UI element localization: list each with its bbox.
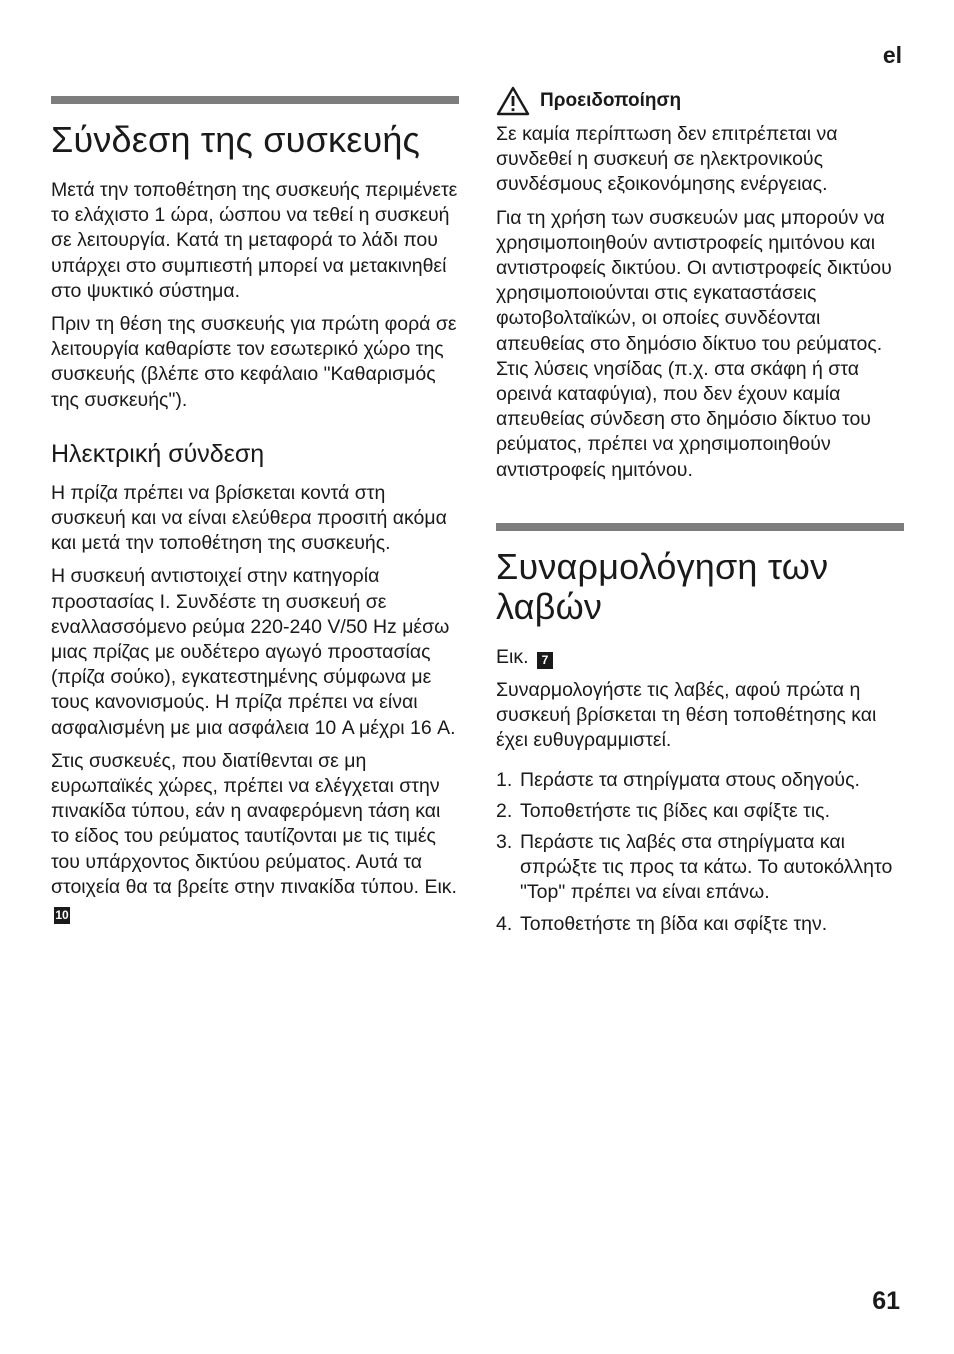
paragraph: Η συσκευή αντιστοιχεί στην κατηγορία προστασίας I. Συνδέστε τη συσκευή σε εναλλασσόμενο ρεύμα 220-240 V/50 Hz μέσω μιας πρίζας με ουδέτερο αγωγό προστασίας (πρίζα σούκο), εγκατεστημένης σύμφωνα με τους κανονισμούς. Η πρίζα πρέπει να είναι ασφαλισμένη με μια ασφάλεια 10 A μέχρι 16 A.: [51, 565, 456, 739]
language-code: el: [882, 42, 902, 68]
step-number: 1.: [496, 768, 513, 791]
step-number: 3.: [496, 831, 513, 854]
paragraph: Πριν τη θέση της συσκευής για πρώτη φορά σε λειτουργία καθαρίστε τον εσωτερικό χώρο της συσκευής (βλέπε στο κεφάλαιο "Καθαρισμός της συσκευής").: [51, 313, 457, 411]
list-item: [496, 830, 904, 906]
figure-reference: 10: [55, 908, 69, 923]
paragraph-text: Στις συσκευές, που διατίθενται σε μη ευρωπαϊκές χώρες, πρέπει να ελέγχεται στην πινακίδα τύπου, εάν η αναφερόμενη τάση και το είδος του ρεύματος ταυτίζονται με τις τιμές του υπάρχοντος δικτύου ρεύματος. Αυτά τα στοιχεία θα τα βρείτε στην πινακίδα τύπου. Εικ.: [51, 749, 457, 898]
figure-label: Εικ.: [496, 645, 529, 668]
paragraph: Μετά την τοποθέτηση της συσκευής περιμένετε το ελάχιστο 1 ώρα, ώσπου να τεθεί η συσκευή σε λειτουργία. Κατά τη μεταφορά το λάδι που υπάρχει στο συμπιεστή μπορεί να μετακινηθεί στο ψυκτικό σύστημα.: [51, 179, 458, 302]
step-number: 4.: [496, 912, 513, 935]
warning-paragraph: Για τη χρήση των συσκευών μας μπορούν να χρησιμοποιηθούν αντιστροφείς ημιτόνου και αντιστροφείς δικτύου. Οι αντιστροφείς δικτύου χρησιμοποιούνται στις εγκαταστάσεις φωτοβολταϊκών, οι οποίες συνδέονται απευθείας στο δημόσιο δίκτυο του ρεύματος. Στις λύσεις νησίδας (π.χ. στα σκάφη ή στα ορεινά καταφύγια), που δεν έχουν καμία απευθείας σύνδεση στο δημόσιο δίκτυο του ρεύματος, πρέπει να χρησιμοποιηθούν αντιστροφείς ημιτόνου.: [496, 206, 892, 481]
list-item: [496, 912, 904, 937]
section-rule: [51, 96, 459, 104]
section-rule: [496, 523, 904, 531]
step-text: Τοποθετήστε τη βίδα και σφίξτε την.: [520, 912, 828, 935]
step-text: Περάστε τις λαβές στα στηρίγματα και σπρώξτε τις προς τα κάτω. Το αυτοκόλλητο "Top" πρέπει να είναι επάνω.: [520, 831, 893, 904]
step-text: Περάστε τα στηρίγματα στους οδηγούς.: [520, 768, 860, 791]
warning-paragraph: Σε καμία περίπτωση δεν επιτρέπεται να συνδεθεί η συσκευή σε ηλεκτρονικούς συνδέσμους εξοικονόμησης ενέργειας.: [496, 123, 838, 196]
warning-triangle-icon: [496, 86, 530, 116]
page-number: 61: [872, 1287, 900, 1315]
section-title-handles: Συναρμολόγηση των λαβών: [496, 545, 829, 627]
step-number: 2.: [496, 799, 513, 822]
figure-line: [496, 645, 904, 670]
step-text: Τοποθετήστε τις βίδες και σφίξτε τις.: [520, 799, 831, 822]
right-column: [496, 86, 904, 943]
paragraph: Η πρίζα πρέπει να βρίσκεται κοντά στη συσκευή και να είναι ελεύθερα προσιτή ακόμα και μετά την τοποθέτηση της συσκευής.: [51, 481, 447, 555]
list-item: [496, 799, 904, 824]
section-title-connection: Σύνδεση της συσκευής: [51, 119, 421, 160]
warning-header: [496, 86, 904, 116]
paragraph: Συναρμολογήστε τις λαβές, αφού πρώτα η συσκευή βρίσκεται τη θέση τοποθέτησης και έχει ευθυγραμμιστεί.: [496, 679, 877, 752]
paragraph: [51, 749, 459, 925]
warning-label: Προειδοποίηση: [540, 90, 682, 111]
steps-list: [496, 768, 904, 937]
left-column: [51, 96, 459, 933]
figure-reference: 7: [537, 652, 553, 669]
list-item: [496, 768, 904, 793]
subsection-title-electric: Ηλεκτρική σύνδεση: [51, 439, 265, 468]
